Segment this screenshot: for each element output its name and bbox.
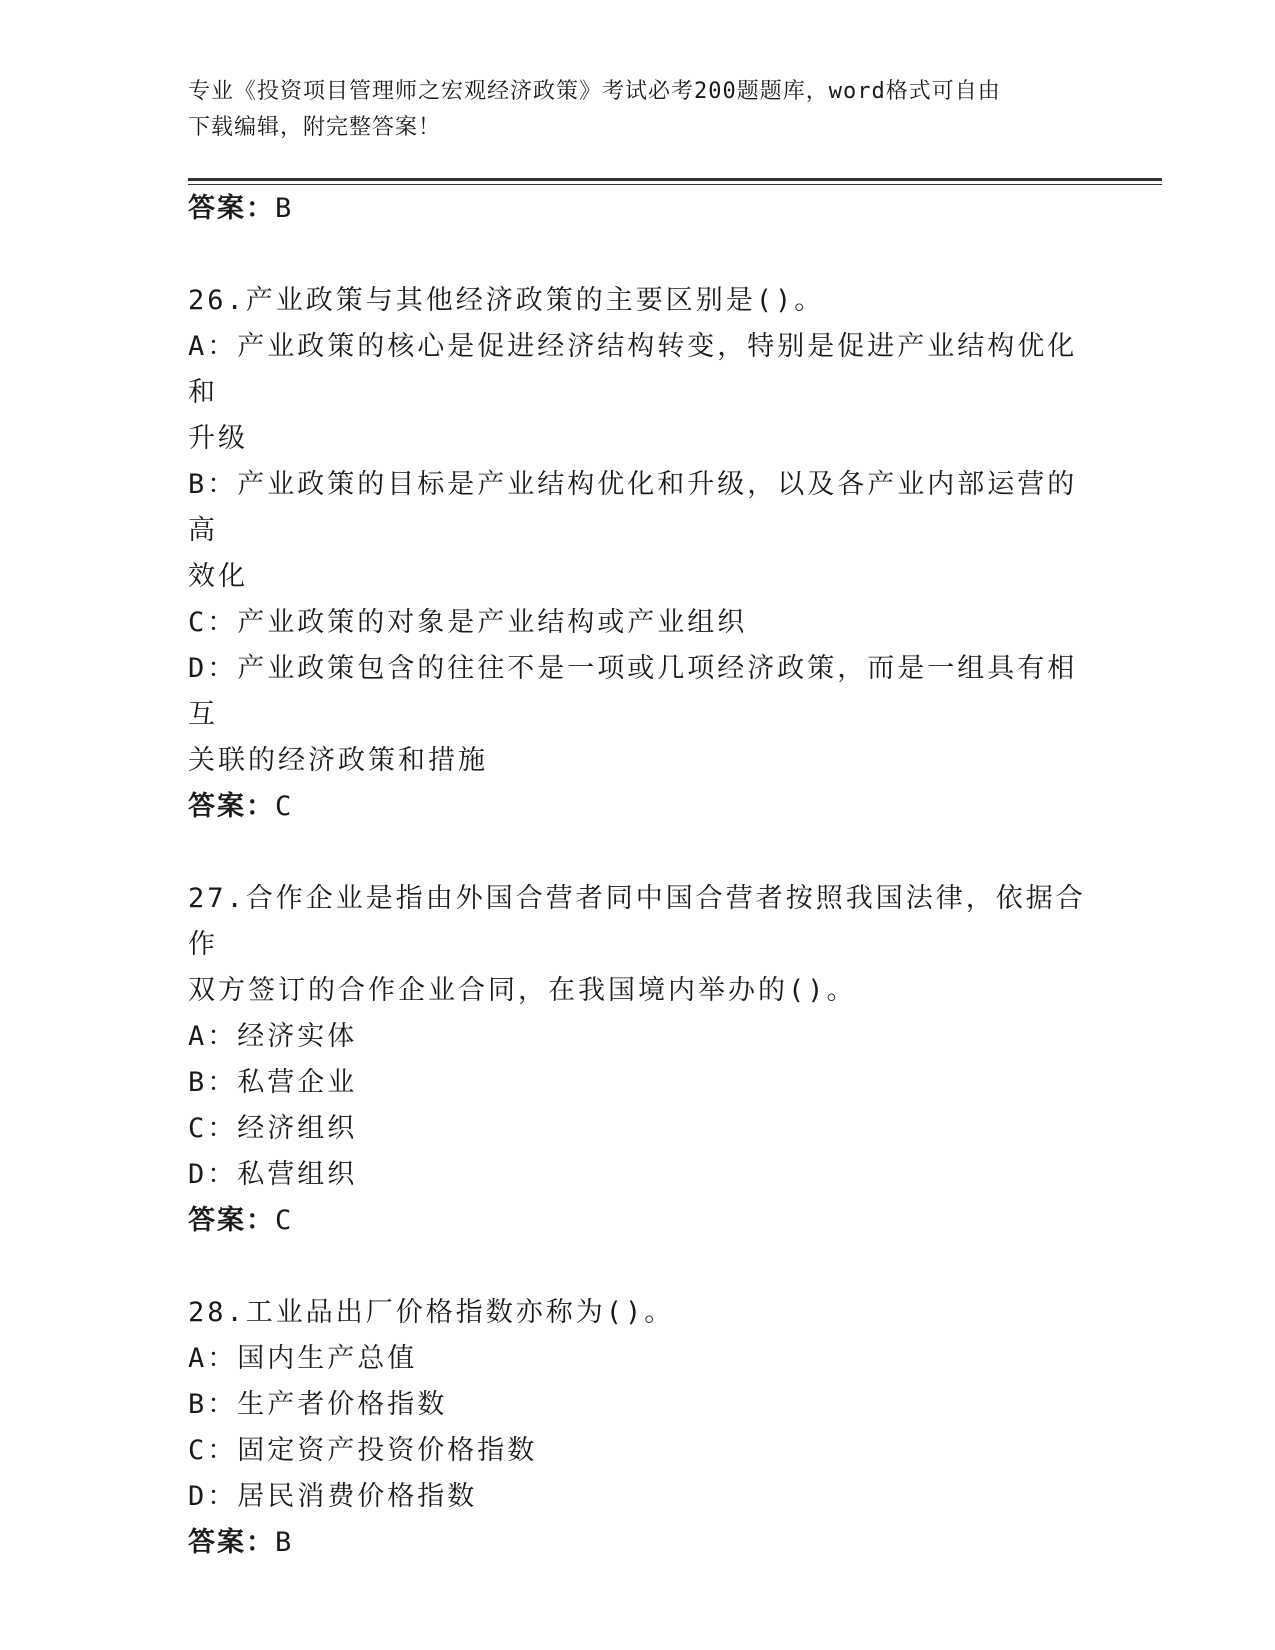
header-rule-thick: [188, 178, 1162, 181]
question-stem: 27.合作企业是指由外国合营者同中国合营者按照我国法律，依据合作: [188, 883, 1086, 960]
answer-label: 答案：: [188, 1205, 275, 1236]
answer-label: 答案：: [188, 1527, 275, 1558]
option-a: A：国内生产总值: [188, 1343, 418, 1374]
header-line-2: 下载编辑，附完整答案！: [188, 115, 442, 140]
document-header: [188, 74, 1068, 146]
option-d: D：私营组织: [188, 1159, 358, 1190]
question-list: [188, 186, 1088, 1566]
question-stem: 26.产业政策与其他经济政策的主要区别是()。: [188, 285, 825, 316]
option-text: B：产业政策的目标是产业结构优化和升级，以及各产业内部运营的高: [188, 469, 1078, 546]
question-stem: 28.工业品出厂价格指数亦称为()。: [188, 1297, 675, 1328]
question-26: [188, 278, 1088, 830]
answer-value: C: [275, 1205, 293, 1236]
option-b: [188, 462, 1088, 600]
option-b: B：生产者价格指数: [188, 1389, 448, 1420]
option-c: [188, 600, 1088, 646]
header-rule-thin: [188, 184, 1162, 185]
option-a: [188, 324, 1088, 462]
answer-line: [188, 1520, 1088, 1566]
option-text: C：产业政策的对象是产业结构或产业组织: [188, 607, 748, 638]
question-28: [188, 1290, 1088, 1566]
header-line-1: 专业《投资项目管理师之宏观经济政策》考试必考200题题库，word格式可自由: [188, 79, 1001, 104]
option-text-continued: 升级: [188, 423, 248, 454]
answer-label: 答案：: [188, 791, 275, 822]
option-text-continued: 效化: [188, 561, 248, 592]
answer-line: [188, 1198, 1088, 1244]
option-text: D：产业政策包含的往往不是一项或几项经济政策，而是一组具有相互: [188, 653, 1078, 730]
option-c: C：经济组织: [188, 1113, 358, 1144]
option-text: A：产业政策的核心是促进经济结构转变，特别是促进产业结构优化和: [188, 331, 1078, 408]
answer-line: [188, 186, 1088, 232]
answer-value: B: [275, 193, 293, 224]
option-text-continued: 关联的经济政策和措施: [188, 745, 488, 776]
option-d: D：居民消费价格指数: [188, 1481, 478, 1512]
answer-value: C: [275, 791, 293, 822]
answer-line: [188, 784, 1088, 830]
option-b: B：私营企业: [188, 1067, 358, 1098]
answer-value: B: [275, 1527, 293, 1558]
answer-label: 答案：: [188, 193, 275, 224]
option-a: A：经济实体: [188, 1021, 358, 1052]
question-stem-continued: 双方签订的合作企业合同，在我国境内举办的()。: [188, 975, 857, 1006]
question-27: [188, 876, 1088, 1244]
option-c: C：固定资产投资价格指数: [188, 1435, 538, 1466]
option-d: [188, 646, 1088, 784]
